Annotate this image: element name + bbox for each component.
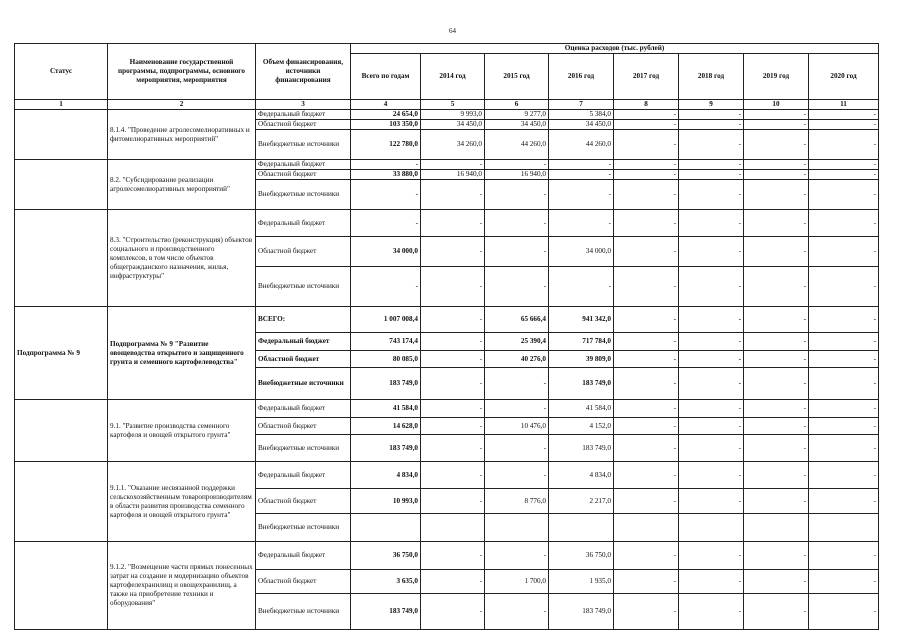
year-value-cell: - [744,542,809,570]
year-value-cell: - [744,351,809,368]
column-index: 4 [351,100,421,110]
header-year: 2015 год [485,54,549,100]
year-value-cell: - [614,120,679,130]
funding-source-cell: Федеральный бюджет [256,210,351,237]
status-cell: Подпрограмма № 9 [15,307,108,400]
year-value-cell: - [421,570,485,594]
year-value-cell: - [809,542,879,570]
year-value-cell: - [679,120,744,130]
year-value-cell: - [421,180,485,210]
year-value-cell: - [614,570,679,594]
year-value-cell: - [744,130,809,160]
year-value-cell: - [421,489,485,514]
year-value-cell: - [809,237,879,267]
header-name: Наименование государственной программы, подпрограммы, основного мероприятия, мероприятия [108,44,256,100]
year-value-cell: - [744,120,809,130]
year-value-cell [421,514,485,542]
year-value-cell: - [744,210,809,237]
year-value-cell: - [614,368,679,400]
total-value-cell: 33 880,0 [351,170,421,180]
year-value-cell: - [549,180,614,210]
year-value-cell: - [421,418,485,435]
year-value-cell: - [679,267,744,307]
year-value-cell: 44 260,0 [549,130,614,160]
year-value-cell [679,514,744,542]
total-value-cell: 34 000,0 [351,237,421,267]
page-number: 64 [449,27,456,35]
funding-source-cell: Областной бюджет [256,418,351,435]
year-value-cell: 10 476,0 [485,418,549,435]
status-cell [15,400,108,462]
year-value-cell: - [614,542,679,570]
year-value-cell: - [679,570,744,594]
year-value-cell: - [421,594,485,630]
header-year: 2019 год [744,54,809,100]
year-value-cell: - [614,333,679,351]
year-value-cell: - [809,333,879,351]
column-index: 1 [15,100,108,110]
year-value-cell: 39 809,0 [549,351,614,368]
year-value-cell: - [809,110,879,120]
year-value-cell: - [809,307,879,333]
year-value-cell: - [744,594,809,630]
year-value-cell: - [485,368,549,400]
year-value-cell: - [421,462,485,489]
year-value-cell: - [809,170,879,180]
year-value-cell [549,514,614,542]
header-year: 2018 год [679,54,744,100]
year-value-cell: - [744,180,809,210]
total-value-cell: - [351,160,421,170]
year-value-cell: - [809,267,879,307]
funding-source-cell: Внебюджетные источники [256,514,351,542]
year-value-cell: - [744,237,809,267]
year-value-cell: 183 749,0 [549,594,614,630]
funding-source-cell: Федеральный бюджет [256,333,351,351]
year-value-cell: - [485,180,549,210]
year-value-cell: - [744,307,809,333]
year-value-cell: 34 260,0 [421,130,485,160]
total-value-cell: - [351,180,421,210]
status-cell [15,110,108,160]
year-value-cell: 4 834,0 [549,462,614,489]
measure-name-cell: 9.1.2. "Возмещение части прямых понесенных затрат на создание и модернизацию объектов картофелехранилищ и овощехранилищ, а также на приобретение техники и оборудования" [108,542,256,630]
year-value-cell: - [809,435,879,462]
funding-source-cell: Областной бюджет [256,237,351,267]
year-value-cell: 2 217,0 [549,489,614,514]
year-value-cell: - [744,267,809,307]
total-value-cell: - [351,210,421,237]
year-value-cell: - [679,400,744,418]
year-value-cell: - [679,180,744,210]
year-value-cell: - [679,170,744,180]
year-value-cell: - [679,462,744,489]
year-value-cell: - [614,210,679,237]
year-value-cell: - [679,594,744,630]
year-value-cell: - [679,418,744,435]
year-value-cell: - [744,160,809,170]
measure-name-cell: Подпрограмма № 9 "Развитие овощеводства открытого и защищенного грунта и семенного картофелеводства" [108,307,256,400]
funding-source-cell: Внебюджетные источники [256,267,351,307]
total-value-cell: 183 749,0 [351,368,421,400]
year-value-cell: 9 993,0 [421,110,485,120]
table-row [15,462,879,489]
year-value-cell: - [809,368,879,400]
year-value-cell: - [614,489,679,514]
year-value-cell: 4 152,0 [549,418,614,435]
table-row [15,160,879,170]
year-value-cell: 16 940,0 [421,170,485,180]
year-value-cell: - [744,435,809,462]
funding-source-cell: Внебюджетные источники [256,594,351,630]
year-value-cell: - [744,110,809,120]
header-estimate: Оценка расходов (тыс. рублей) [351,44,879,54]
funding-source-cell: Федеральный бюджет [256,400,351,418]
funding-source-cell: Внебюджетные источники [256,368,351,400]
header-year: 2014 год [421,54,485,100]
total-value-cell: 183 749,0 [351,435,421,462]
year-value-cell: 1 935,0 [549,570,614,594]
column-index: 6 [485,100,549,110]
year-value-cell: 44 260,0 [485,130,549,160]
year-value-cell: - [421,333,485,351]
year-value-cell: - [485,594,549,630]
total-value-cell: 24 654,0 [351,110,421,120]
table-row [15,542,879,570]
table-row [15,307,879,333]
total-value-cell: 3 635,0 [351,570,421,594]
funding-source-cell: Федеральный бюджет [256,542,351,570]
year-value-cell: - [614,130,679,160]
year-value-cell: - [809,180,879,210]
total-value-cell [351,514,421,542]
status-cell [15,160,108,210]
total-value-cell: 4 834,0 [351,462,421,489]
year-value-cell: - [614,180,679,210]
header-year: 2017 год [614,54,679,100]
year-value-cell: - [485,542,549,570]
measure-name-cell: 8.2. "Субсидирование реализации агролесомелиоративных мероприятий" [108,160,256,210]
year-value-cell: 183 749,0 [549,368,614,400]
year-value-cell: - [744,400,809,418]
year-value-cell: - [485,237,549,267]
budget-table [14,43,879,630]
year-value-cell: - [485,210,549,237]
year-value-cell: - [679,110,744,120]
year-value-cell: - [679,237,744,267]
table-row [15,110,879,120]
year-value-cell: 5 384,0 [549,110,614,120]
status-cell [15,462,108,542]
year-value-cell: 183 749,0 [549,435,614,462]
year-value-cell: - [485,400,549,418]
column-index-row [15,100,879,110]
year-value-cell: - [809,120,879,130]
year-value-cell: 34 450,0 [549,120,614,130]
year-value-cell: - [809,351,879,368]
year-value-cell: 941 342,0 [549,307,614,333]
total-value-cell: 122 780,0 [351,130,421,160]
year-value-cell: - [614,400,679,418]
year-value-cell: - [679,333,744,351]
total-value-cell: 36 750,0 [351,542,421,570]
year-value-cell: - [614,418,679,435]
year-value-cell [809,514,879,542]
total-value-cell: 80 085,0 [351,351,421,368]
year-value-cell: - [809,489,879,514]
year-value-cell: - [679,210,744,237]
header-status: Статус [15,44,108,100]
year-value-cell: - [809,130,879,160]
year-value-cell: - [679,351,744,368]
year-value-cell: - [614,110,679,120]
year-value-cell: - [549,267,614,307]
year-value-cell: - [549,160,614,170]
column-index: 8 [614,100,679,110]
funding-source-cell: Федеральный бюджет [256,160,351,170]
year-value-cell: - [614,307,679,333]
year-value-cell: 36 750,0 [549,542,614,570]
year-value-cell: 25 390,4 [485,333,549,351]
year-value-cell: - [744,570,809,594]
header-year: 2020 год [809,54,879,100]
year-value-cell: - [485,435,549,462]
year-value-cell: 40 276,0 [485,351,549,368]
header-total: Всего по годам [351,54,421,100]
year-value-cell: - [421,210,485,237]
measure-name-cell: 9.1. "Развитие производства семенного картофеля и овощей открытого грунта" [108,400,256,462]
year-value-cell: - [614,237,679,267]
year-value-cell: - [809,594,879,630]
year-value-cell: 34 000,0 [549,237,614,267]
year-value-cell [485,514,549,542]
table-row [15,400,879,418]
year-value-cell: 717 784,0 [549,333,614,351]
column-index: 10 [744,100,809,110]
funding-source-cell: Областной бюджет [256,351,351,368]
year-value-cell: - [614,267,679,307]
total-value-cell: 1 007 008,4 [351,307,421,333]
table-row [15,210,879,237]
year-value-cell: - [809,210,879,237]
year-value-cell: 65 666,4 [485,307,549,333]
year-value-cell: - [421,368,485,400]
funding-source-cell: Внебюджетные источники [256,435,351,462]
status-cell [15,210,108,307]
total-value-cell: 743 174,4 [351,333,421,351]
total-value-cell: 41 584,0 [351,400,421,418]
funding-source-cell: Федеральный бюджет [256,110,351,120]
year-value-cell: - [679,130,744,160]
year-value-cell: - [744,462,809,489]
year-value-cell: - [679,160,744,170]
funding-source-cell: Областной бюджет [256,170,351,180]
column-index: 11 [809,100,879,110]
funding-source-cell: Внебюджетные источники [256,180,351,210]
year-value-cell [744,514,809,542]
year-value-cell: - [485,462,549,489]
year-value-cell: - [421,542,485,570]
status-cell [15,542,108,630]
year-value-cell: - [744,368,809,400]
year-value-cell: - [809,418,879,435]
funding-source-cell: Федеральный бюджет [256,462,351,489]
year-value-cell: 34 450,0 [421,120,485,130]
year-value-cell: - [614,435,679,462]
measure-name-cell: 8.1.4. "Проведение агролесомелиоративных и фитомелиоративных мероприятий" [108,110,256,160]
header-year: 2016 год [549,54,614,100]
column-index: 3 [256,100,351,110]
total-value-cell: 10 993,0 [351,489,421,514]
funding-source-cell: Областной бюджет [256,120,351,130]
measure-name-cell: 9.1.1. "Оказание несвязанной поддержки сельскохозяйственным товаропроизводителям в области развития производства семенного картофеля и овощей открытого грунта" [108,462,256,542]
funding-source-cell: ВСЕГО: [256,307,351,333]
year-value-cell: - [679,542,744,570]
funding-source-cell: Областной бюджет [256,489,351,514]
year-value-cell: - [809,400,879,418]
year-value-cell: - [614,170,679,180]
year-value-cell: 9 277,0 [485,110,549,120]
column-index: 5 [421,100,485,110]
year-value-cell: - [421,400,485,418]
year-value-cell: - [485,267,549,307]
total-value-cell: 183 749,0 [351,594,421,630]
year-value-cell: - [809,462,879,489]
column-index: 2 [108,100,256,110]
year-value-cell: - [614,462,679,489]
year-value-cell: - [421,435,485,462]
year-value-cell: - [679,307,744,333]
header-volume: Объем финансирования, источники финансирования [256,44,351,100]
year-value-cell: - [421,237,485,267]
year-value-cell: - [614,594,679,630]
year-value-cell: - [744,333,809,351]
year-value-cell: - [809,570,879,594]
year-value-cell: - [421,160,485,170]
year-value-cell: - [421,307,485,333]
year-value-cell: 8 776,0 [485,489,549,514]
year-value-cell: 41 584,0 [549,400,614,418]
year-value-cell: - [679,368,744,400]
year-value-cell: - [679,489,744,514]
column-index: 9 [679,100,744,110]
year-value-cell: 16 940,0 [485,170,549,180]
column-index: 7 [549,100,614,110]
year-value-cell: 34 450,0 [485,120,549,130]
year-value-cell: - [744,418,809,435]
year-value-cell: - [485,160,549,170]
funding-source-cell: Внебюджетные источники [256,130,351,160]
year-value-cell: - [679,435,744,462]
year-value-cell: - [744,170,809,180]
year-value-cell: 1 700,0 [485,570,549,594]
year-value-cell: - [809,160,879,170]
funding-source-cell: Областной бюджет [256,570,351,594]
year-value-cell: - [614,351,679,368]
year-value-cell: - [549,170,614,180]
year-value-cell: - [421,351,485,368]
year-value-cell: - [549,210,614,237]
year-value-cell [614,514,679,542]
year-value-cell: - [421,267,485,307]
year-value-cell: - [744,489,809,514]
year-value-cell: - [614,160,679,170]
table-body [15,110,879,630]
total-value-cell: - [351,267,421,307]
total-value-cell: 14 628,0 [351,418,421,435]
total-value-cell: 103 350,0 [351,120,421,130]
measure-name-cell: 8.3. "Строительство (реконструкция) объектов социального и производственного комплексов, в том числе объектов общегражданского назначения, жилья, инфраструктуры" [108,210,256,307]
